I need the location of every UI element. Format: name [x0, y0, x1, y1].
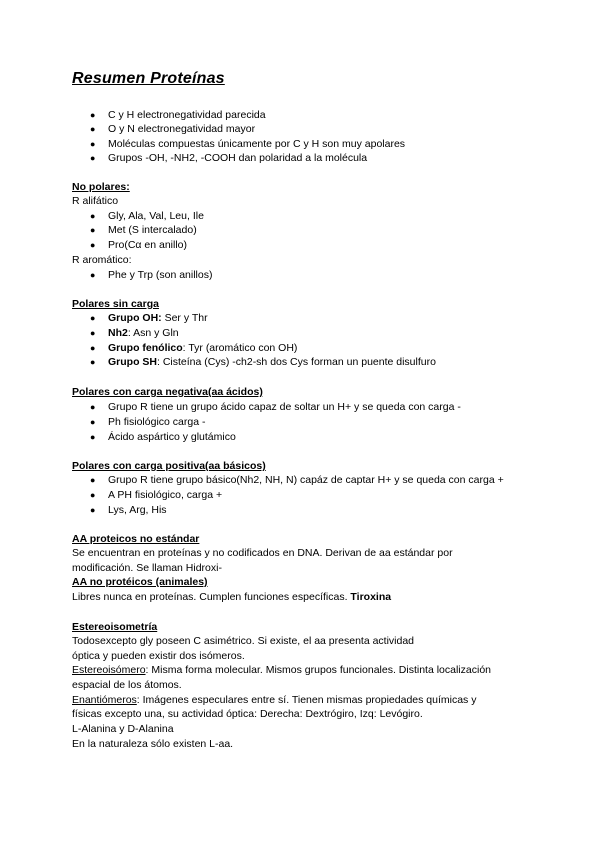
list-item: ● Grupo OH: Ser y Thr: [90, 312, 208, 324]
list-item: ● Ácido aspártico y glutámico: [90, 431, 236, 443]
paragraph-line: óptica y pueden existir dos isómeros.: [72, 650, 245, 662]
paragraph-line: espacial de los átomos.: [72, 679, 182, 691]
list-item: ● Gly, Ala, Val, Leu, Ile: [90, 210, 204, 222]
list-item: ● Met (S intercalado): [90, 224, 197, 236]
list-item: ● C y H electronegatividad parecida: [90, 109, 266, 121]
list-item: ● O y N electronegatividad mayor: [90, 123, 256, 135]
section-heading-polares-positiva: Polares con carga positiva(aa básicos): [72, 460, 266, 472]
section-heading-aa-no-proteicos: AA no protéicos (animales): [72, 576, 208, 588]
list-item: ● Nh2: Asn y Gln: [90, 327, 179, 339]
paragraph-line: Enantiómeros: Imágenes especulares entre sí. Tienen mismas propiedades químicas y: [72, 694, 477, 706]
paragraph-line: L-Alanina y D-Alanina: [72, 723, 174, 735]
list-item: ● Phe y Trp (son anillos): [90, 269, 213, 281]
section-heading-polares-negativa: Polares con carga negativa(aa ácidos): [72, 386, 263, 398]
subheading-alifatico: R alifático: [72, 195, 119, 207]
list-item: ● Grupo R tiene un grupo ácido capaz de soltar un H+ y se queda con carga -: [90, 401, 461, 413]
list-item: ● Grupo SH: Cisteína (Cys) -ch2-sh dos Cys forman un puente disulfuro: [90, 356, 436, 368]
page-title: Resumen Proteínas: [72, 70, 225, 87]
list-item: ● Pro(Cα en anillo): [90, 239, 188, 251]
paragraph-line: Estereoisómero: Misma forma molecular. Mismos grupos funcionales. Distinta localización: [72, 664, 491, 676]
paragraph-line: modificación. Se llaman Hidroxi-: [72, 562, 222, 574]
paragraph-line: En la naturaleza sólo existen L-aa.: [72, 738, 234, 750]
list-item: ● Ph fisiológico carga -: [90, 416, 206, 428]
list-item: ● A PH fisiológico, carga +: [90, 489, 223, 501]
paragraph-line: Se encuentran en proteínas y no codificados en DNA. Derivan de aa estándar por: [72, 547, 453, 559]
section-heading-aa-no-estandar: AA proteicos no estándar: [72, 533, 200, 545]
list-item: ● Lys, Arg, His: [90, 504, 167, 516]
list-item: ● Grupo fenólico: Tyr (aromático con OH): [90, 342, 298, 354]
section-heading-estereoisometria: Estereoisometría: [72, 621, 158, 633]
section-heading-polares-sin-carga: Polares sin carga: [72, 298, 159, 310]
list-item: ● Grupos -OH, -NH2, -COOH dan polaridad a la molécula: [90, 152, 368, 164]
paragraph-line: Todosexcepto gly poseen C asimétrico. Si existe, el aa presenta actividad: [72, 635, 415, 647]
subheading-aromatico: R aromático:: [72, 254, 132, 266]
paragraph-line: Libres nunca en proteínas. Cumplen funciones específicas. Tiroxina: [72, 591, 392, 603]
list-item: ● Grupo R tiene grupo básico(Nh2, NH, N) capáz de captar H+ y se queda con carga +: [90, 474, 504, 486]
list-item: ● Moléculas compuestas únicamente por C y H son muy apolares: [90, 138, 406, 150]
paragraph-line: físicas excepto una, su actividad óptica: Derecha: Dextrógiro, Izq: Levógiro.: [72, 708, 423, 720]
section-heading-no-polares: No polares:: [72, 181, 130, 193]
